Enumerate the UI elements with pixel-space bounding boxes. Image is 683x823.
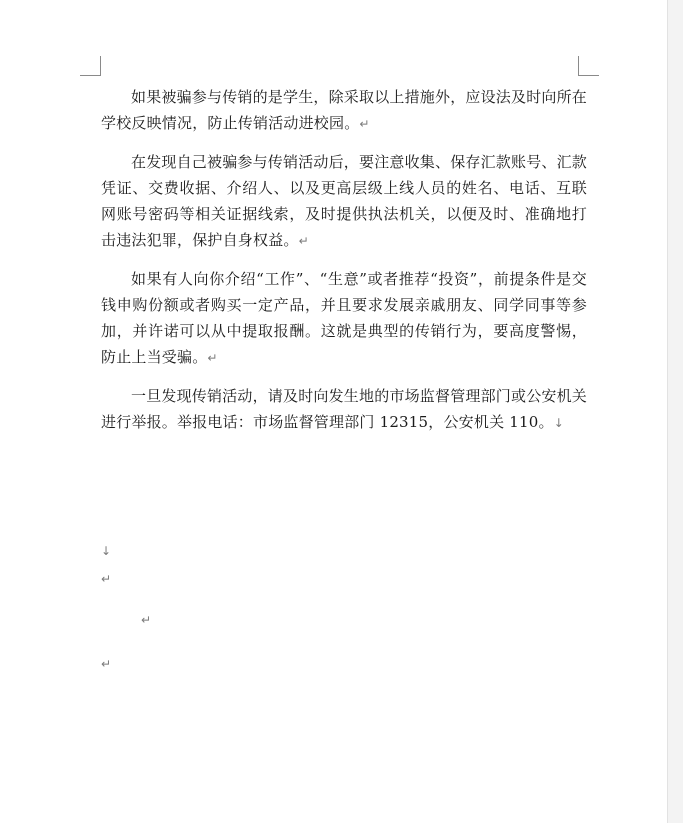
crop-mark-top-right-horizontal bbox=[578, 75, 599, 76]
paragraph-mark-icon: ↵ bbox=[359, 117, 370, 131]
document-body[interactable] bbox=[101, 84, 587, 448]
paragraph-mark-icon: ↵ bbox=[298, 234, 309, 248]
paragraph-typical-pyramid-scheme bbox=[101, 266, 587, 371]
paragraph-mark-icon: ↵ bbox=[207, 351, 218, 365]
paragraph-mark-icon: ↵ bbox=[101, 657, 112, 671]
paragraph-collect-evidence bbox=[101, 149, 587, 254]
crop-mark-top-left-horizontal bbox=[80, 75, 101, 76]
paragraph-text: 如果被骗参与传销的是学生，除采取以上措施外，应设法及时向所在学校反映情况，防止传销活动进校园。 bbox=[101, 88, 588, 132]
paragraph-mark-icon: ↵ bbox=[101, 572, 112, 586]
vertical-scrollbar[interactable] bbox=[667, 0, 683, 823]
paragraph-text: 一旦发现传销活动，请及时向发生地的市场监督管理部门或公安机关进行举报。举报电话：市场监督管理部门 12315，公安机关 110。 bbox=[101, 387, 588, 431]
line-break-mark-icon: ↓ bbox=[101, 544, 112, 558]
paragraph-report-hotline bbox=[101, 383, 587, 436]
line-break-mark-icon: ↓ bbox=[553, 416, 564, 430]
paragraph-student-warning bbox=[101, 84, 587, 137]
crop-mark-top-left-vertical bbox=[100, 56, 101, 76]
crop-mark-top-right-vertical bbox=[578, 56, 579, 76]
paragraph-mark-icon: ↵ bbox=[141, 613, 152, 627]
paragraph-text: 如果有人向你介绍“工作”、“生意”或者推荐“投资”，前提条件是交钱申购份额或者购买一定产品，并且要求发展亲戚朋友、同学同事等参加，并许诺可以从中提取报酬。这就是典型的传销行为，要高度警惕，防止上当受骗。 bbox=[101, 270, 587, 366]
paragraph-text: 在发现自己被骗参与传销活动后，要注意收集、保存汇款账号、汇款凭证、交费收据、介绍人、以及更高层级上线人员的姓名、电话、互联网账号密码等相关证据线索，及时提供执法机关，以便及时、准确地打击违法犯罪，保护自身权益。 bbox=[101, 153, 588, 249]
